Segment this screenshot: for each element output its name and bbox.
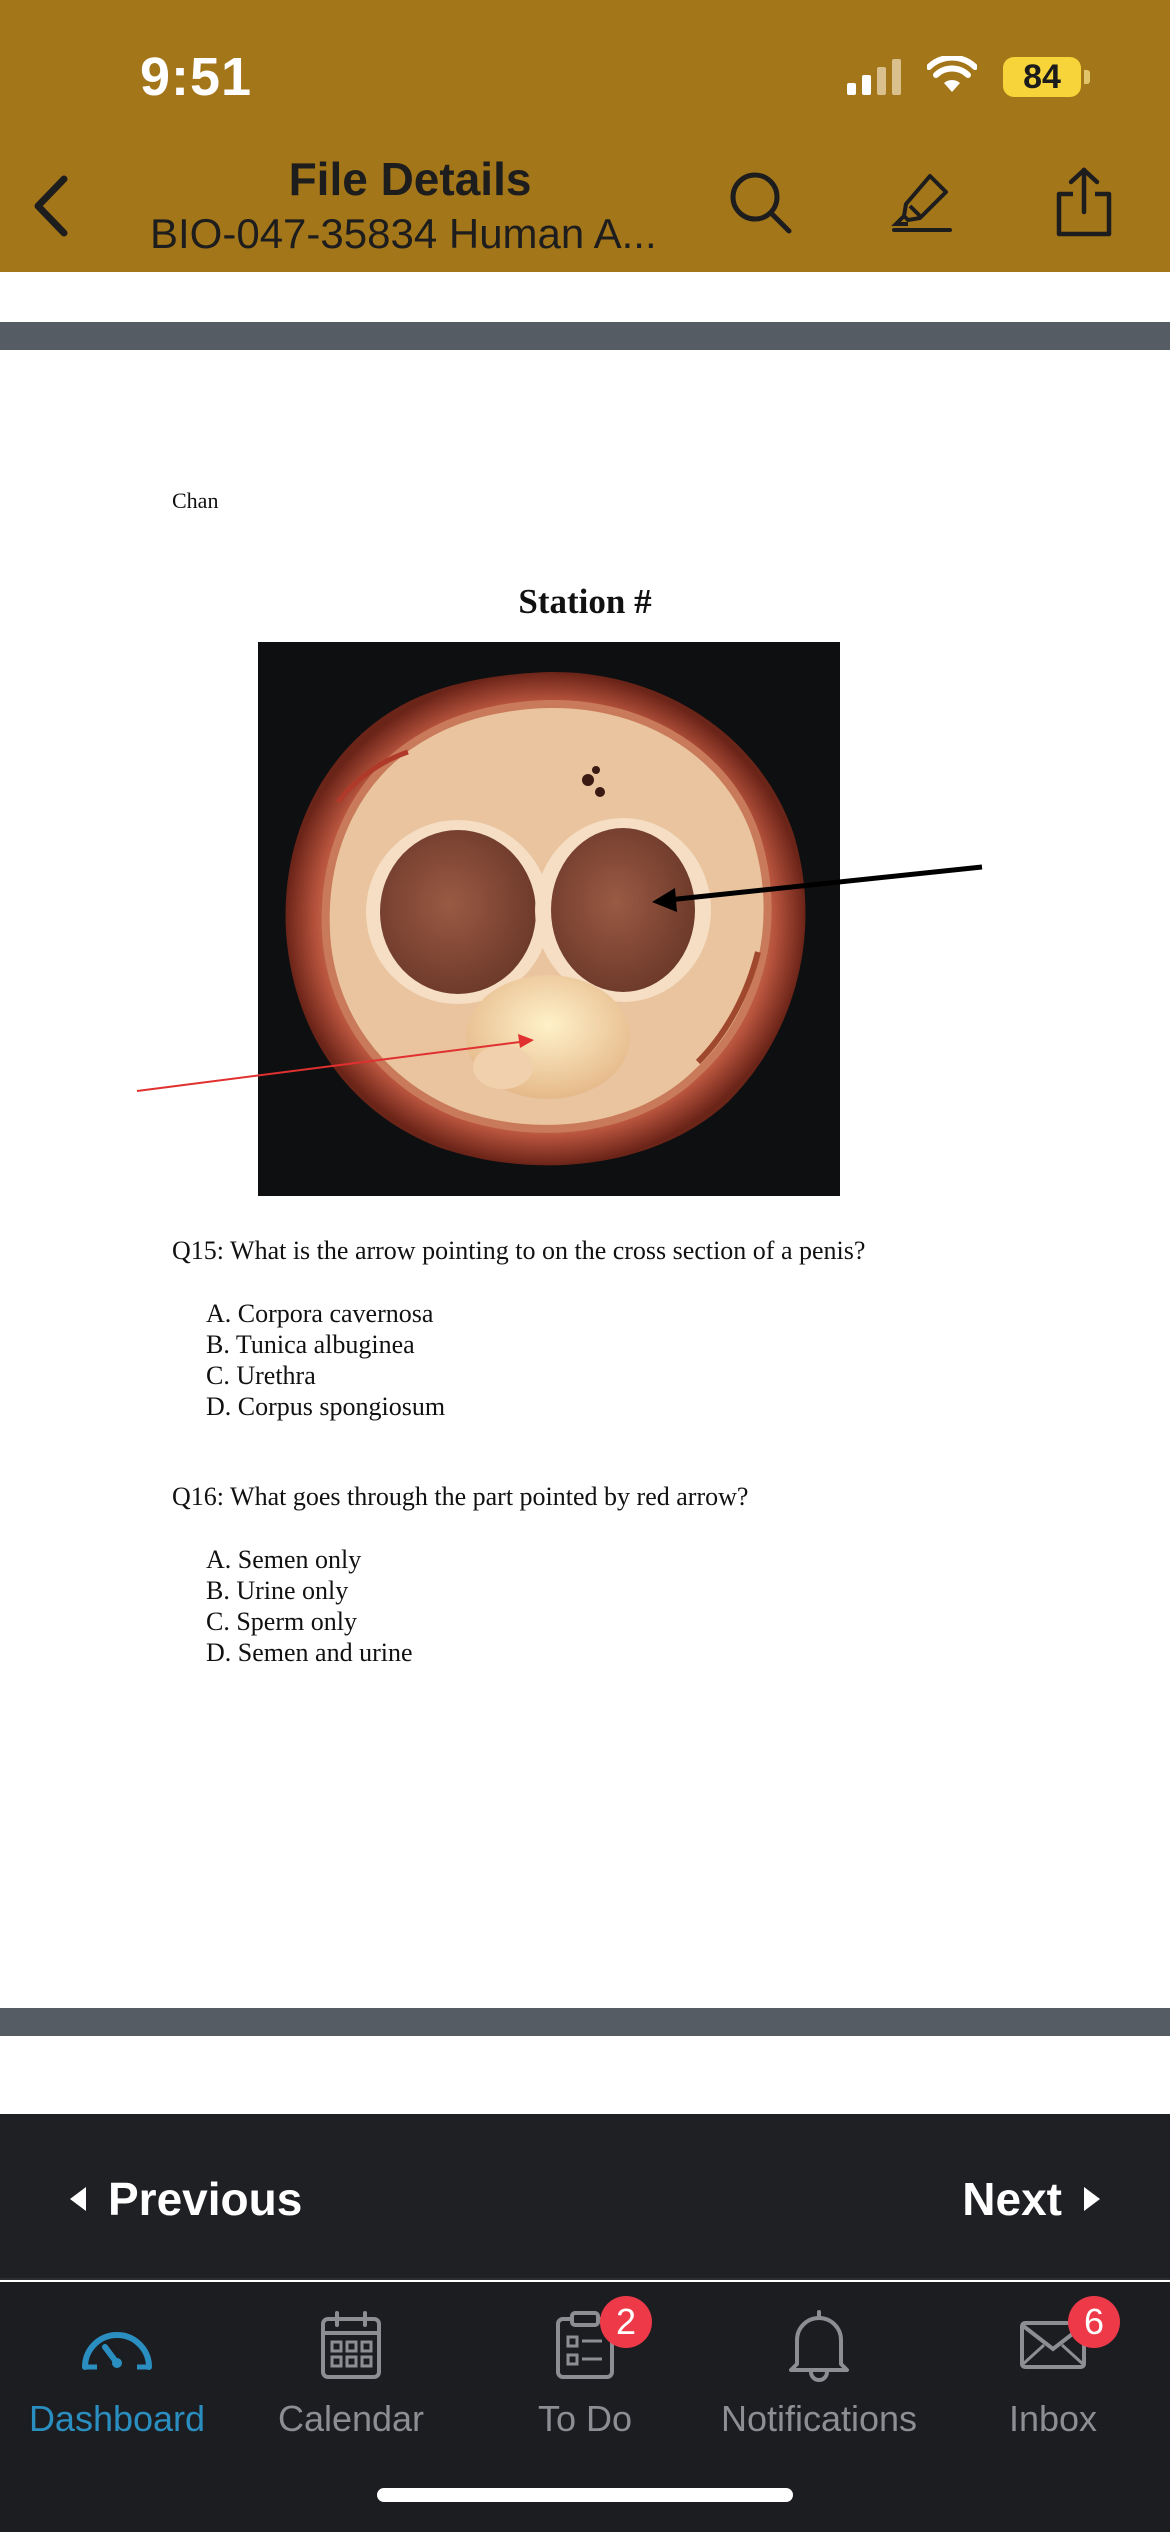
tab-inbox[interactable]: [936, 2300, 1170, 2440]
q15-option-d: D. Corpus spongiosum: [206, 1392, 446, 1421]
dashboard-icon: [72, 2300, 162, 2390]
todo-badge: 2: [600, 2296, 652, 2348]
q16-option-b: B. Urine only: [206, 1576, 349, 1605]
caret-right-icon: [1084, 2187, 1100, 2211]
todo-icon: [540, 2300, 637, 2390]
cellular-signal-icon: [847, 59, 901, 95]
back-button[interactable]: [20, 168, 80, 244]
q16-option-d: D. Semen and urine: [206, 1638, 413, 1667]
annotate-button[interactable]: [884, 164, 960, 240]
file-name: BIO-047-35834 Human A...: [150, 210, 657, 257]
tab-calendar-label: Calendar: [277, 2398, 425, 2439]
highlighter-icon: [890, 170, 954, 234]
page-title: File Details: [288, 153, 532, 205]
specimen-image: [258, 642, 840, 1196]
previous-label: Previous: [108, 2173, 303, 2225]
status-time: 9:51: [140, 47, 253, 107]
next-button[interactable]: [962, 2172, 1100, 2226]
q15-option-a: A. Corpora cavernosa: [206, 1299, 434, 1328]
title-block: [150, 152, 670, 258]
q16-option-a: A. Semen only: [206, 1545, 362, 1574]
inbox-badge: 6: [1068, 2296, 1120, 2348]
page-separator-bottom: [0, 2008, 1170, 2036]
app-header: [0, 0, 1170, 272]
q15-options: [206, 1298, 445, 1422]
q15-question: Q15: What is the arrow pointing to on the cross section of a penis?: [172, 1236, 866, 1265]
tab-dashboard-label: Dashboard: [28, 2398, 206, 2439]
home-indicator[interactable]: [377, 2488, 793, 2502]
share-icon: [1053, 166, 1115, 238]
q16-question: Q16: What goes through the part pointed by red arrow?: [172, 1482, 749, 1511]
next-label: Next: [962, 2173, 1062, 2225]
tab-notifications-label: Notifications: [720, 2398, 918, 2439]
pager-bar: [0, 2114, 1170, 2280]
tab-todo[interactable]: [468, 2300, 702, 2440]
calendar-icon: [306, 2300, 396, 2390]
share-button[interactable]: [1046, 164, 1122, 240]
search-icon: [727, 169, 793, 235]
previous-button[interactable]: [70, 2172, 302, 2226]
wifi-icon: [927, 56, 977, 99]
tab-todo-label: To Do: [537, 2398, 633, 2439]
caret-left-icon: [70, 2187, 86, 2211]
q15-option-c: C. Urethra: [206, 1361, 316, 1390]
document-author: Chan: [172, 488, 219, 513]
tab-dashboard[interactable]: [0, 2300, 234, 2440]
chevron-left-icon: [30, 175, 70, 237]
battery-icon: [1003, 57, 1090, 97]
q16-option-c: C. Sperm only: [206, 1607, 357, 1636]
page-separator-top: [0, 322, 1170, 350]
tab-notifications[interactable]: [702, 2300, 936, 2440]
battery-level: 84: [1003, 57, 1081, 97]
inbox-icon: [1008, 2300, 1105, 2390]
search-button[interactable]: [722, 164, 798, 240]
tab-calendar[interactable]: [234, 2300, 468, 2440]
q16-options: [206, 1544, 413, 1668]
station-heading: Station #: [518, 582, 652, 621]
tab-inbox-label: Inbox: [1008, 2398, 1098, 2439]
q15-option-b: B. Tunica albuginea: [206, 1330, 415, 1359]
bell-icon: [774, 2300, 864, 2390]
status-icons: [847, 52, 1090, 102]
